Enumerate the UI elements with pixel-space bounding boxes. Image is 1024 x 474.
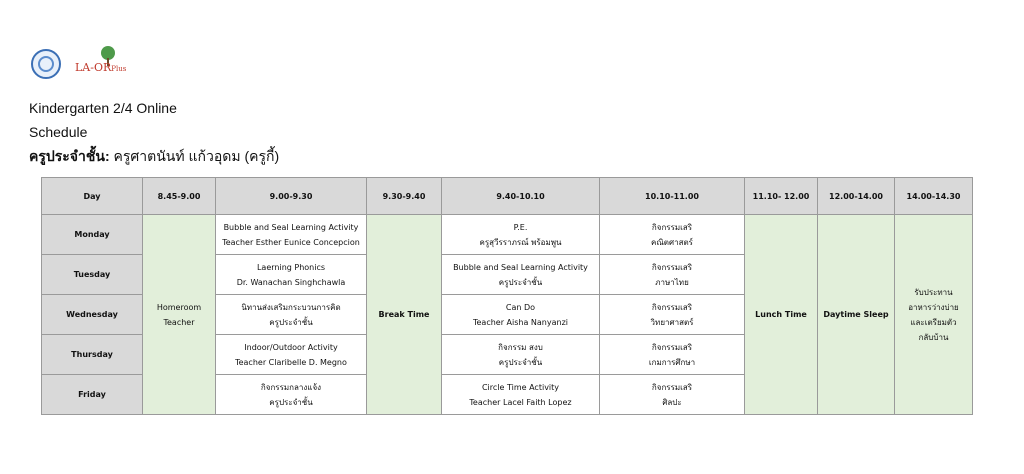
school-seal-logo — [31, 49, 61, 79]
class-title: Kindergarten 2/4 Online — [29, 100, 177, 116]
logo-bar — [31, 46, 139, 82]
activity-cell: กิจกรรมกลางแจ้ง ครูประจำชั้น — [216, 375, 367, 415]
homeroom-cell: Homeroom Teacher — [143, 215, 216, 415]
header-time: 8.45-9.00 — [143, 178, 216, 215]
schedule-table — [41, 177, 973, 415]
activity-cell: กิจกรรมเสริ ภาษาไทย — [600, 255, 745, 295]
header-time: 11.10- 12.00 — [745, 178, 818, 215]
activity-cell: P.E. ครูสุวีรราภรณ์ พร้อมพูน — [442, 215, 600, 255]
header-time: 12.00-14.00 — [818, 178, 895, 215]
header-row — [42, 178, 973, 215]
day-monday: Monday — [42, 215, 143, 255]
teacher-name: ครูศาตนันท์ แก้วอุดม (ครูกี้) — [109, 148, 280, 164]
homeroom-teacher-line — [29, 147, 279, 171]
activity-cell: นิทานส่งเสริมกระบวนการคิด ครูประจำชั้น — [216, 295, 367, 335]
activity-cell: Laerning Phonics Dr. Wanachan Singhchawla — [216, 255, 367, 295]
la-or-plus-logo: LA-ORPlus — [75, 46, 139, 82]
header-time: 14.00-14.30 — [895, 178, 973, 215]
header-time: 9.00-9.30 — [216, 178, 367, 215]
day-wednesday: Wednesday — [42, 295, 143, 335]
teacher-label: ครูประจำชั้น: — [29, 148, 110, 164]
day-friday: Friday — [42, 375, 143, 415]
lunch-time-cell: Lunch Time — [745, 215, 818, 415]
schedule-title: Schedule — [29, 124, 88, 140]
table-row — [42, 215, 973, 255]
daytime-sleep-cell: Daytime Sleep — [818, 215, 895, 415]
activity-cell: Circle Time Activity Teacher Lacel Faith Lopez — [442, 375, 600, 415]
snack-and-go-home-cell: รับประทาน อาหารว่างบ่าย และเตรียมตัว กลับบ้าน — [895, 215, 973, 415]
activity-cell: Indoor/Outdoor Activity Teacher Claribelle D. Megno — [216, 335, 367, 375]
header-time: 9.40-10.10 — [442, 178, 600, 215]
document-header — [29, 99, 279, 171]
day-tuesday: Tuesday — [42, 255, 143, 295]
activity-cell: Can Do Teacher Aisha Nanyanzi — [442, 295, 600, 335]
activity-cell: Bubble and Seal Learning Activity ครูประจำชั้น — [442, 255, 600, 295]
break-time-cell: Break Time — [367, 215, 442, 415]
header-day: Day — [42, 178, 143, 215]
activity-cell: Bubble and Seal Learning Activity Teacher Esther Eunice Concepcion — [216, 215, 367, 255]
activity-cell: กิจกรรมเสริ คณิตศาสตร์ — [600, 215, 745, 255]
header-time: 9.30-9.40 — [367, 178, 442, 215]
activity-cell: กิจกรรมเสริ เกมการศึกษา — [600, 335, 745, 375]
header-time: 10.10-11.00 — [600, 178, 745, 215]
day-thursday: Thursday — [42, 335, 143, 375]
activity-cell: กิจกรรมเสริ ศิลปะ — [600, 375, 745, 415]
activity-cell: กิจกรรม สงบ ครูประจำชั้น — [442, 335, 600, 375]
activity-cell: กิจกรรมเสริ วิทยาศาสตร์ — [600, 295, 745, 335]
